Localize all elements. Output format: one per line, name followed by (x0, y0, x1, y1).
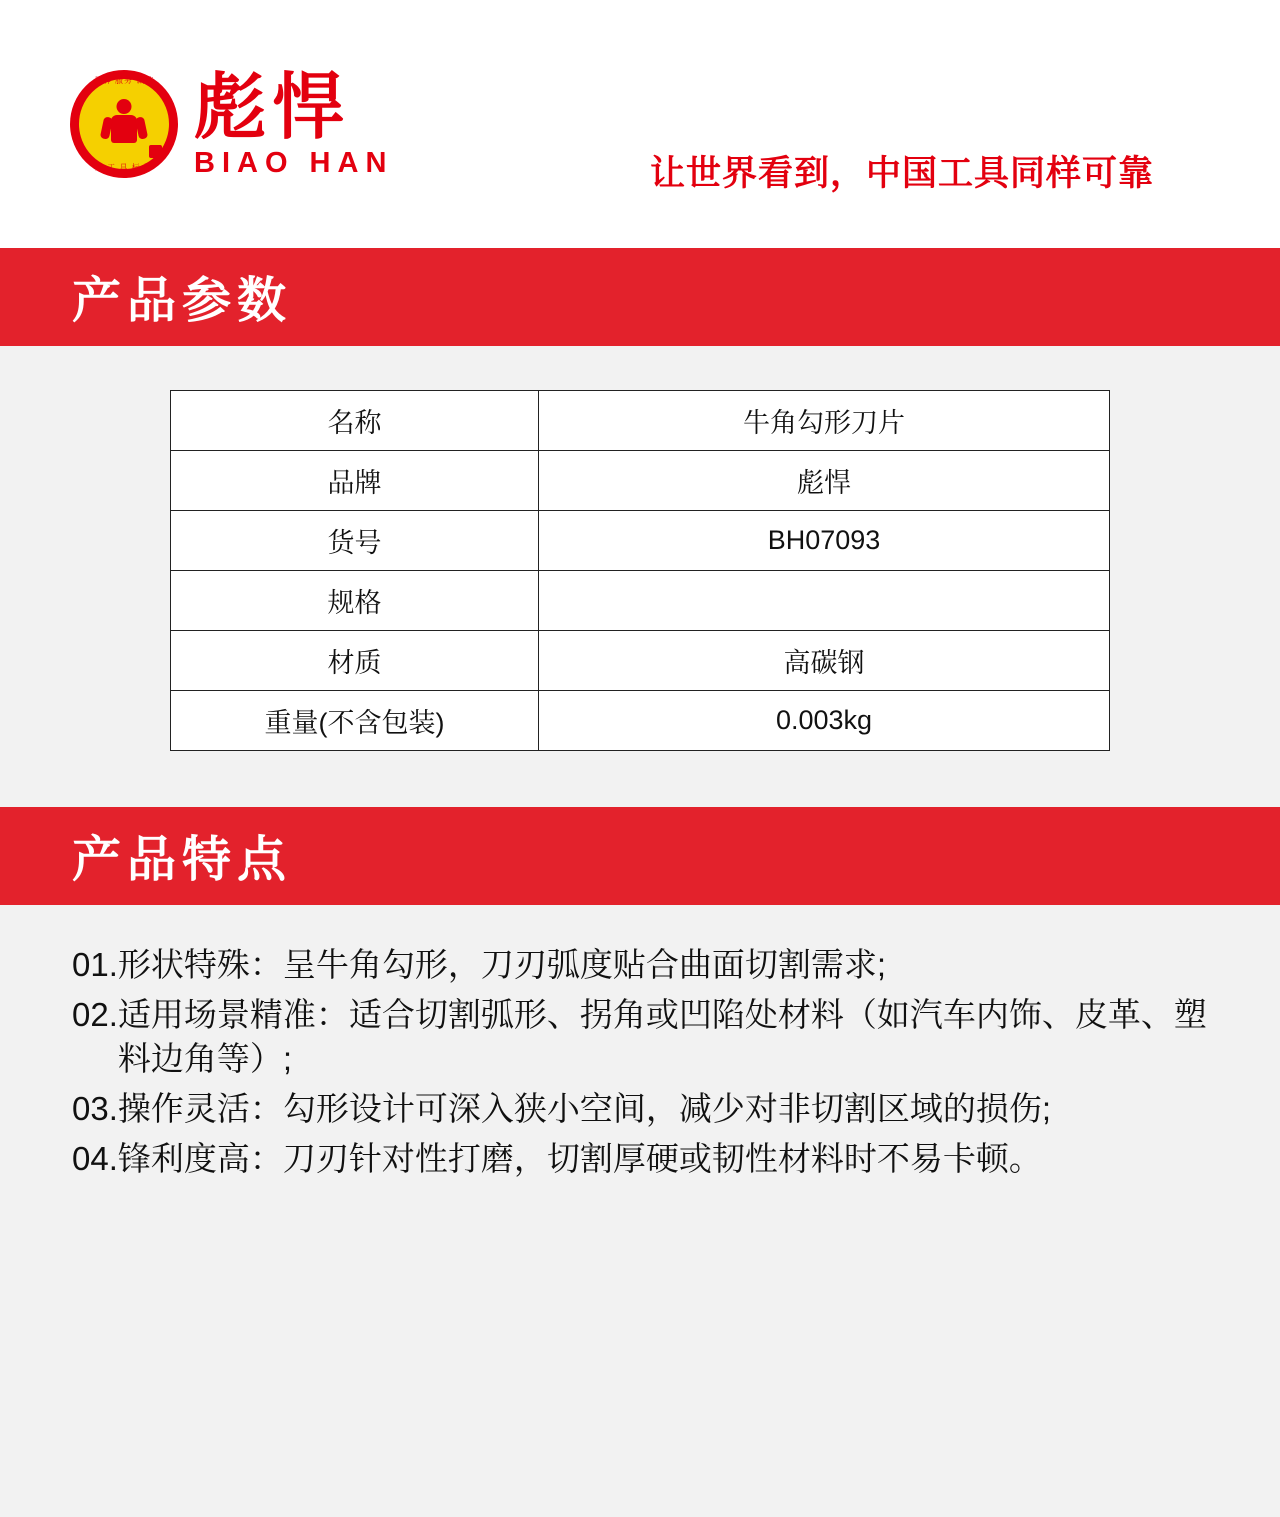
logo-badge-icon (149, 145, 162, 158)
logo-ring-top-text: 品牌 服务 诚信 (93, 76, 155, 85)
brand-wordmark (194, 64, 394, 179)
table-row (171, 691, 1110, 751)
logo-worker-icon (102, 99, 146, 151)
feature-number: 04. (72, 1139, 118, 1177)
logo-ring-bottom-text: 好 工 具 标 牌 (95, 163, 153, 172)
param-value: 彪悍 (539, 451, 1110, 511)
list-item (72, 993, 1218, 1081)
section-title-params: 产品参数 (72, 274, 293, 328)
feature-text: 适用场景精准：适合切割弧形、拐角或凹陷处材料（如汽车内饰、皮革、塑料边角等）; (117, 995, 1207, 1077)
param-value: 高碳钢 (539, 631, 1110, 691)
list-item (72, 943, 1218, 987)
param-label: 重量(不含包装) (171, 691, 539, 751)
param-value: 0.003kg (539, 691, 1110, 751)
brand-name-cn: 彪悍 (194, 64, 351, 149)
feature-text: 形状特殊：呈牛角勾形，刀刃弧度贴合曲面切割需求; (117, 946, 887, 983)
feature-text: 操作灵活：勾形设计可深入狭小空间，减少对非切割区域的损伤; (117, 1089, 1052, 1127)
param-label: 品牌 (171, 451, 539, 511)
table-row (171, 511, 1110, 571)
logo-emblem-icon (70, 70, 178, 178)
table-row (171, 631, 1110, 691)
param-label: 货号 (171, 511, 539, 571)
params-section (0, 346, 1280, 807)
feature-number: 01. (72, 946, 118, 983)
brand-name-en: BIAO HAN (194, 146, 394, 179)
brand-slogan: 让世界看到，中国工具同样可靠 (650, 154, 1155, 193)
section-banner-params (0, 248, 1280, 346)
logo-worker-body (111, 115, 137, 143)
param-label: 材质 (171, 631, 539, 691)
section-title-features: 产品特点 (72, 833, 293, 887)
feature-number: 03. (72, 1089, 118, 1127)
param-value: 牛角勾形刀片 (539, 391, 1110, 451)
table-row (171, 451, 1110, 511)
feature-text: 锋利度高：刀刃针对性打磨，切割厚硬或韧性材料时不易卡顿。 (117, 1139, 1042, 1177)
table-row (171, 391, 1110, 451)
list-item (72, 1137, 1218, 1181)
page-header (0, 0, 1280, 248)
brand-logo (70, 64, 394, 179)
list-item (72, 1087, 1218, 1131)
param-label: 规格 (171, 571, 539, 631)
table-row (171, 571, 1110, 631)
features-section (0, 905, 1280, 1180)
param-label: 名称 (171, 391, 539, 451)
param-value (539, 571, 1110, 631)
feature-number: 02. (72, 995, 118, 1033)
section-banner-features (0, 807, 1280, 905)
params-table (170, 390, 1110, 751)
param-value: BH07093 (539, 511, 1110, 571)
logo-worker-head (117, 99, 132, 114)
